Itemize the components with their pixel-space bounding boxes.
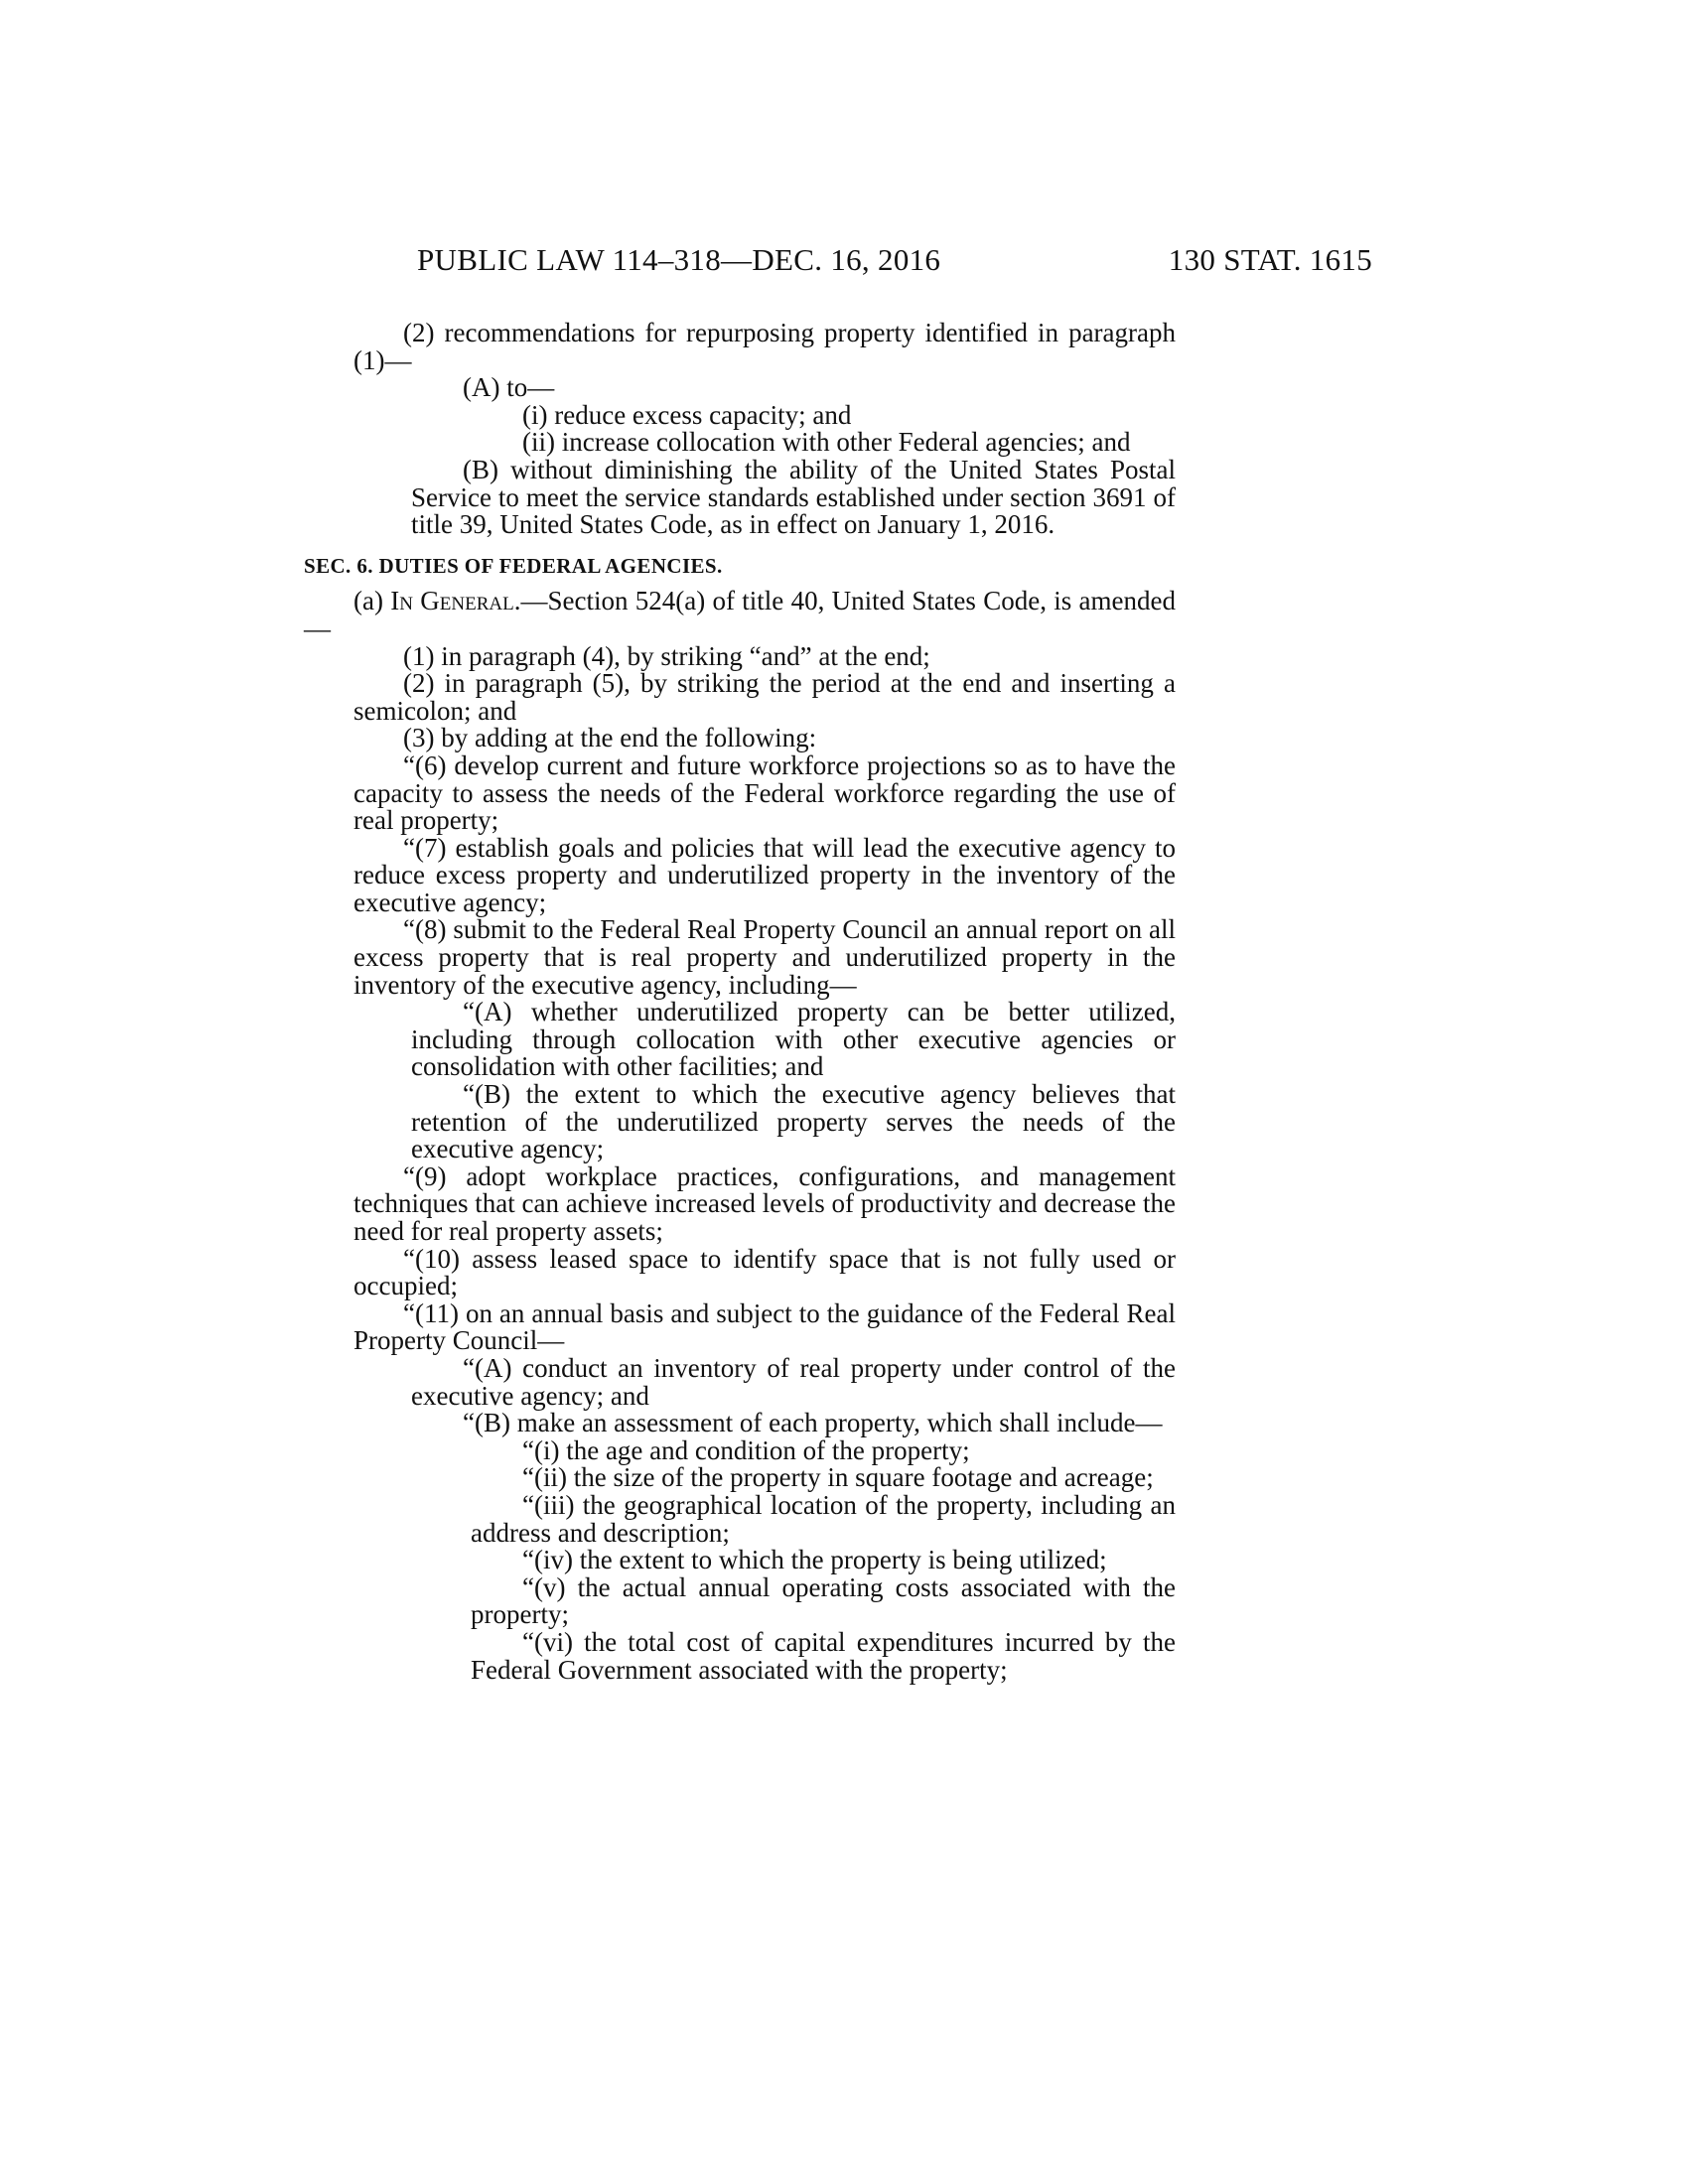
subsection-heading: In General. — [390, 586, 521, 616]
paragraph: “(11) on an annual basis and subject to the guidance of the Federal Real Property Council— — [353, 1297, 1176, 1356]
paragraph: (1) in paragraph (4), by striking “and” at the end; — [403, 640, 930, 671]
subsection-label: (a) — [353, 586, 391, 616]
paragraph: “(A) conduct an inventory of real property under control of the executive agency; and — [411, 1352, 1176, 1411]
paragraph — [304, 588, 1176, 642]
paragraph: “(B) make an assessment of each property, which shall include— — [463, 1408, 1163, 1438]
paragraph: “(A) whether underutilized property can be better utilized, including through collocation with other executive agencies or consolidation with other facilities; and — [411, 997, 1176, 1082]
paragraph: (i) reduce excess capacity; and — [522, 399, 852, 430]
paragraph: “(iv) the extent to which the property is being utilized; — [522, 1545, 1107, 1575]
statute-page-number: 130 STAT. 1615 — [1168, 242, 1372, 277]
paragraph: “(iii) the geographical location of the property, including an address and description; — [471, 1489, 1176, 1548]
paragraph: “(v) the actual annual operating costs associated with the property; — [471, 1571, 1176, 1630]
paragraph: “(6) develop current and future workforce projections so as to have the capacity to assess the needs of the Federal workforce regarding the use of real property; — [353, 750, 1176, 836]
paragraph: “(vi) the total cost of capital expenditures incurred by the Federal Government associated with the property; — [471, 1626, 1176, 1685]
paragraph: (3) by adding at the end the following: — [403, 723, 817, 753]
section-heading: SEC. 6. DUTIES OF FEDERAL AGENCIES. — [304, 553, 723, 578]
header-title: PUBLIC LAW 114–318—DEC. 16, 2016 — [417, 242, 941, 277]
paragraph: “(10) assess leased space to identify space that is not fully used or occupied; — [353, 1243, 1176, 1301]
paragraph: (B) without diminishing the ability of the United States Postal Service to meet the service standards established under section 3691 of title 39, United States Code, as in effect on January 1, 2016. — [411, 454, 1176, 540]
paragraph: (ii) increase collocation with other Federal agencies; and — [522, 427, 1131, 458]
paragraph: (2) recommendations for repurposing property identified in paragraph (1)— — [353, 318, 1176, 375]
paragraph: “(7) establish goals and policies that will lead the executive agency to reduce excess property and underutilized property in the inventory of the executive agency; — [353, 832, 1176, 917]
paragraph: (2) in paragraph (5), by striking the period at the end and inserting a semicolon; and — [353, 668, 1176, 726]
subsection-text: —Section 524(a) of title 40, United States Code, is amended— — [304, 586, 1176, 643]
paragraph: “(8) submit to the Federal Real Property Council an annual report on all excess property that is real property and underutilized property in the inventory of the executive agency, including— — [353, 914, 1176, 1000]
paragraph: “(B) the extent to which the executive agency believes that retention of the underutilized property serves the needs of the executive agency; — [411, 1079, 1176, 1164]
document-body — [304, 320, 1176, 1684]
paragraph: “(i) the age and condition of the property; — [522, 1434, 970, 1465]
paragraph: “(ii) the size of the property in square footage and acreage; — [522, 1462, 1154, 1493]
paragraph: “(9) adopt workplace practices, configurations, and management techniques that can achieve increased levels of productivity and decrease the need for real property assets; — [353, 1160, 1176, 1246]
paragraph: (A) to— — [463, 372, 555, 403]
